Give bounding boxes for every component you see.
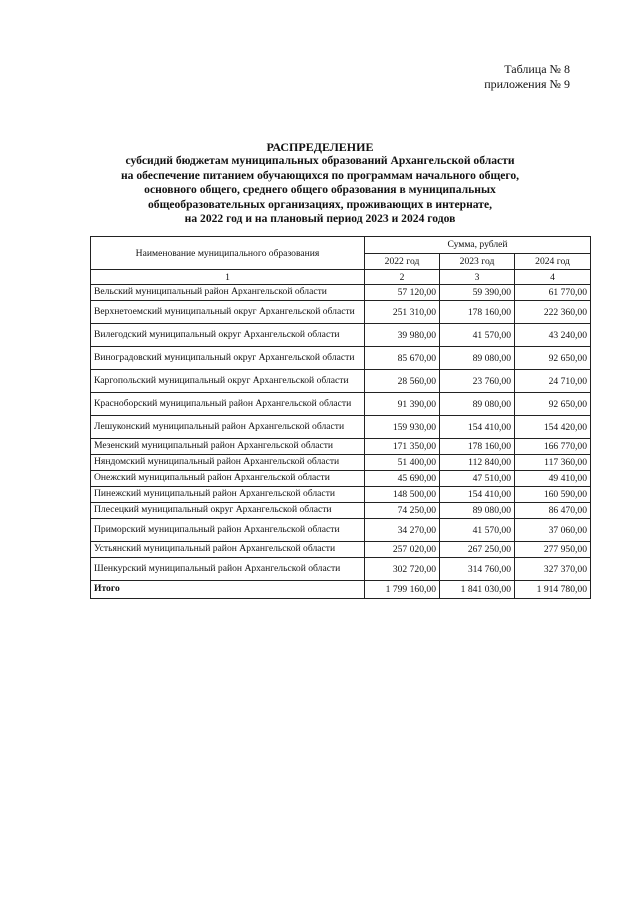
title-line: на 2022 год и на плановый период 2023 и 2024 годов xyxy=(184,212,456,226)
total-label: Итого xyxy=(91,581,365,599)
table-row xyxy=(91,487,591,503)
amount-2024: 86 470,00 xyxy=(515,503,591,519)
subsidy-table xyxy=(90,236,591,599)
appendix-number: приложения № 9 xyxy=(484,77,570,91)
amount-2023: 89 080,00 xyxy=(440,393,515,416)
header-year-2022: 2022 год xyxy=(365,253,440,270)
amount-2023: 314 760,00 xyxy=(440,558,515,581)
table-row xyxy=(91,416,591,439)
amount-2024: 61 770,00 xyxy=(515,285,591,301)
amount-2023: 89 080,00 xyxy=(440,347,515,370)
amount-2024: 24 710,00 xyxy=(515,370,591,393)
amount-2023: 178 160,00 xyxy=(440,439,515,455)
amount-2024: 327 370,00 xyxy=(515,558,591,581)
municipality-name: Каргопольский муниципальный округ Архангельской области xyxy=(91,370,365,393)
table-row xyxy=(91,347,591,370)
amount-2024: 117 360,00 xyxy=(515,455,591,471)
amount-2023: 41 570,00 xyxy=(440,519,515,542)
total-2023: 1 841 030,00 xyxy=(440,581,515,599)
table-row xyxy=(91,503,591,519)
amount-2024: 37 060,00 xyxy=(515,519,591,542)
amount-2023: 178 160,00 xyxy=(440,301,515,324)
amount-2024: 222 360,00 xyxy=(515,301,591,324)
amount-2022: 257 020,00 xyxy=(365,542,440,558)
amount-2022: 91 390,00 xyxy=(365,393,440,416)
municipality-name: Няндомский муниципальный район Архангельской области xyxy=(91,455,365,471)
municipality-name: Устьянский муниципальный район Архангельской области xyxy=(91,542,365,558)
amount-2024: 277 950,00 xyxy=(515,542,591,558)
table-row xyxy=(91,519,591,542)
amount-2022: 302 720,00 xyxy=(365,558,440,581)
table-row xyxy=(91,370,591,393)
title-line: основного общего, среднего общего образования в муниципальных xyxy=(144,183,496,197)
amount-2022: 85 670,00 xyxy=(365,347,440,370)
amount-2022: 28 560,00 xyxy=(365,370,440,393)
total-2024: 1 914 780,00 xyxy=(515,581,591,599)
municipality-name: Плесецкий муниципальный округ Архангельской области xyxy=(91,503,365,519)
amount-2023: 112 840,00 xyxy=(440,455,515,471)
amount-2024: 92 650,00 xyxy=(515,393,591,416)
document-title xyxy=(0,140,640,226)
municipality-name: Шенкурский муниципальный район Архангельской области xyxy=(91,558,365,581)
municipality-name: Лешуконский муниципальный район Архангельской области xyxy=(91,416,365,439)
municipality-name: Приморский муниципальный район Архангельской области xyxy=(91,519,365,542)
amount-2023: 89 080,00 xyxy=(440,503,515,519)
table-row xyxy=(91,324,591,347)
column-index: 2 xyxy=(365,270,440,285)
header-name: Наименование муниципального образования xyxy=(91,237,365,270)
table-row xyxy=(91,393,591,416)
municipality-name: Виноградовский муниципальный округ Архангельской области xyxy=(91,347,365,370)
municipality-name: Вельский муниципальный район Архангельской области xyxy=(91,285,365,301)
municipality-name: Пинежский муниципальный район Архангельской области xyxy=(91,487,365,503)
amount-2022: 45 690,00 xyxy=(365,471,440,487)
title-line: субсидий бюджетам муниципальных образований Архангельской области xyxy=(125,154,515,168)
amount-2023: 59 390,00 xyxy=(440,285,515,301)
column-index-row xyxy=(91,270,591,285)
table-row xyxy=(91,455,591,471)
table-number: Таблица № 8 xyxy=(504,62,570,76)
municipality-name: Вилегодский муниципальный округ Архангельской области xyxy=(91,324,365,347)
municipality-name: Красноборский муниципальный район Архангельской области xyxy=(91,393,365,416)
table-row xyxy=(91,542,591,558)
amount-2023: 47 510,00 xyxy=(440,471,515,487)
title-line: на обеспечение питанием обучающихся по программам начального общего, xyxy=(120,168,520,182)
table-row xyxy=(91,471,591,487)
title-main: РАСПРЕДЕЛЕНИЕ xyxy=(266,140,374,154)
header-year-2024: 2024 год xyxy=(515,253,591,270)
amount-2024: 49 410,00 xyxy=(515,471,591,487)
amount-2024: 43 240,00 xyxy=(515,324,591,347)
amount-2022: 159 930,00 xyxy=(365,416,440,439)
column-index: 4 xyxy=(515,270,591,285)
total-row xyxy=(91,581,591,599)
municipality-name: Верхнетоемский муниципальный округ Архангельской области xyxy=(91,301,365,324)
amount-2024: 92 650,00 xyxy=(515,347,591,370)
header-year-2023: 2023 год xyxy=(440,253,515,270)
table-reference xyxy=(484,62,570,92)
amount-2022: 51 400,00 xyxy=(365,455,440,471)
amount-2022: 148 500,00 xyxy=(365,487,440,503)
header-sum: Сумма, рублей xyxy=(365,237,591,254)
municipality-name: Онежский муниципальный район Архангельской области xyxy=(91,471,365,487)
amount-2023: 23 760,00 xyxy=(440,370,515,393)
amount-2022: 34 270,00 xyxy=(365,519,440,542)
amount-2024: 154 420,00 xyxy=(515,416,591,439)
table-row xyxy=(91,439,591,455)
amount-2024: 166 770,00 xyxy=(515,439,591,455)
amount-2022: 251 310,00 xyxy=(365,301,440,324)
title-line: общеобразовательных организациях, проживающих в интернате, xyxy=(147,197,492,211)
municipality-name: Мезенский муниципальный район Архангельской области xyxy=(91,439,365,455)
table-row xyxy=(91,558,591,581)
amount-2022: 74 250,00 xyxy=(365,503,440,519)
amount-2023: 267 250,00 xyxy=(440,542,515,558)
amount-2022: 57 120,00 xyxy=(365,285,440,301)
amount-2022: 39 980,00 xyxy=(365,324,440,347)
total-2022: 1 799 160,00 xyxy=(365,581,440,599)
amount-2023: 154 410,00 xyxy=(440,416,515,439)
column-index: 1 xyxy=(91,270,365,285)
table-row xyxy=(91,301,591,324)
table-row xyxy=(91,285,591,301)
amount-2024: 160 590,00 xyxy=(515,487,591,503)
amount-2023: 41 570,00 xyxy=(440,324,515,347)
amount-2022: 171 350,00 xyxy=(365,439,440,455)
amount-2023: 154 410,00 xyxy=(440,487,515,503)
column-index: 3 xyxy=(440,270,515,285)
